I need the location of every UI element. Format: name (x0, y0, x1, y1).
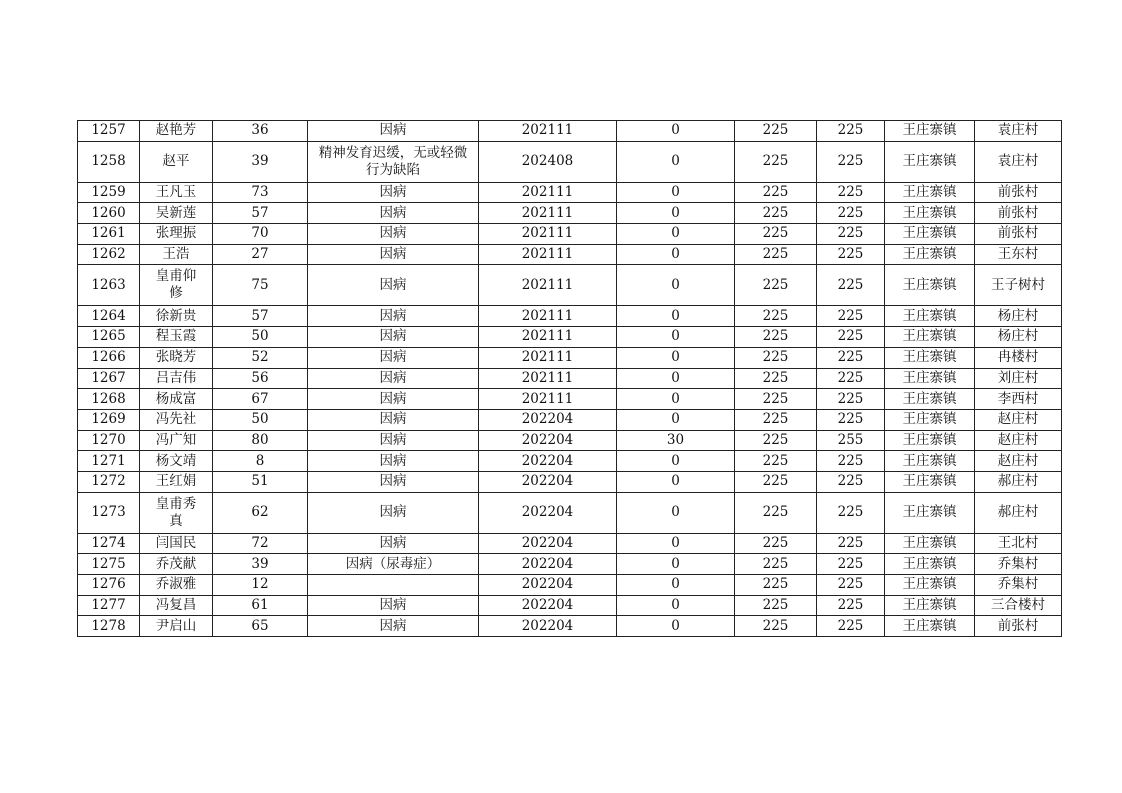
total-amount-cell: 225 (817, 121, 885, 142)
name-cell: 吕吉伟 (140, 368, 213, 389)
village-cell: 乔集村 (975, 575, 1062, 596)
base-amount-cell: 225 (735, 575, 817, 596)
town-cell: 王庄寨镇 (885, 306, 975, 327)
start-month-cell: 202204 (479, 430, 617, 451)
base-amount-cell: 225 (735, 265, 817, 306)
name-cell: 张晓芳 (140, 347, 213, 368)
extra-amount-cell: 0 (617, 595, 735, 616)
village-cell: 前张村 (975, 182, 1062, 203)
serial-no-cell: 1270 (78, 430, 140, 451)
table-row (78, 121, 1062, 142)
village-cell: 赵庄村 (975, 430, 1062, 451)
total-amount-cell: 225 (817, 244, 885, 265)
base-amount-cell: 225 (735, 203, 817, 224)
reason-cell: 因病 (308, 533, 479, 554)
serial-no-cell: 1274 (78, 533, 140, 554)
table-row (78, 327, 1062, 348)
village-cell: 李西村 (975, 389, 1062, 410)
base-amount-cell: 225 (735, 306, 817, 327)
serial-no-cell: 1262 (78, 244, 140, 265)
table-row (78, 224, 1062, 245)
total-amount-cell: 225 (817, 306, 885, 327)
extra-amount-cell: 0 (617, 451, 735, 472)
village-cell: 前张村 (975, 616, 1062, 637)
village-cell: 郝庄村 (975, 492, 1062, 533)
village-cell: 杨庄村 (975, 327, 1062, 348)
reason-cell: 因病（尿毒症） (308, 554, 479, 575)
total-amount-cell: 225 (817, 492, 885, 533)
serial-no-cell: 1261 (78, 224, 140, 245)
name-cell: 杨成富 (140, 389, 213, 410)
name-cell: 徐新贵 (140, 306, 213, 327)
base-amount-cell: 225 (735, 471, 817, 492)
town-cell: 王庄寨镇 (885, 533, 975, 554)
base-amount-cell: 225 (735, 595, 817, 616)
serial-no-cell: 1257 (78, 121, 140, 142)
start-month-cell: 202111 (479, 306, 617, 327)
base-amount-cell: 225 (735, 347, 817, 368)
base-amount-cell: 225 (735, 616, 817, 637)
extra-amount-cell: 0 (617, 616, 735, 637)
age-cell: 70 (213, 224, 308, 245)
reason-cell: 因病 (308, 121, 479, 142)
age-cell: 75 (213, 265, 308, 306)
table-row (78, 616, 1062, 637)
base-amount-cell: 225 (735, 389, 817, 410)
total-amount-cell: 225 (817, 451, 885, 472)
table-row (78, 265, 1062, 306)
total-amount-cell: 225 (817, 389, 885, 410)
village-cell: 袁庄村 (975, 121, 1062, 142)
reason-cell: 因病 (308, 347, 479, 368)
base-amount-cell: 225 (735, 141, 817, 182)
start-month-cell: 202204 (479, 575, 617, 596)
town-cell: 王庄寨镇 (885, 121, 975, 142)
total-amount-cell: 255 (817, 430, 885, 451)
village-cell: 赵庄村 (975, 409, 1062, 430)
extra-amount-cell: 0 (617, 224, 735, 245)
name-cell: 冯复昌 (140, 595, 213, 616)
serial-no-cell: 1278 (78, 616, 140, 637)
serial-no-cell: 1267 (78, 368, 140, 389)
extra-amount-cell: 0 (617, 409, 735, 430)
name-cell: 冯先社 (140, 409, 213, 430)
start-month-cell: 202111 (479, 203, 617, 224)
extra-amount-cell: 0 (617, 327, 735, 348)
village-cell: 王北村 (975, 533, 1062, 554)
table-row (78, 141, 1062, 182)
serial-no-cell: 1268 (78, 389, 140, 410)
town-cell: 王庄寨镇 (885, 203, 975, 224)
age-cell: 39 (213, 554, 308, 575)
total-amount-cell: 225 (817, 224, 885, 245)
extra-amount-cell: 0 (617, 368, 735, 389)
start-month-cell: 202111 (479, 265, 617, 306)
table-row (78, 575, 1062, 596)
town-cell: 王庄寨镇 (885, 554, 975, 575)
village-cell: 王东村 (975, 244, 1062, 265)
age-cell: 57 (213, 203, 308, 224)
name-cell: 皇甫仰修 (140, 265, 213, 306)
age-cell: 62 (213, 492, 308, 533)
start-month-cell: 202111 (479, 389, 617, 410)
start-month-cell: 202204 (479, 616, 617, 637)
reason-cell: 因病 (308, 389, 479, 410)
serial-no-cell: 1263 (78, 265, 140, 306)
serial-no-cell: 1271 (78, 451, 140, 472)
village-cell: 王子树村 (975, 265, 1062, 306)
extra-amount-cell: 0 (617, 121, 735, 142)
name-cell: 乔茂献 (140, 554, 213, 575)
total-amount-cell: 225 (817, 409, 885, 430)
name-cell: 吴新莲 (140, 203, 213, 224)
start-month-cell: 202111 (479, 224, 617, 245)
base-amount-cell: 225 (735, 533, 817, 554)
table-row (78, 430, 1062, 451)
base-amount-cell: 225 (735, 121, 817, 142)
extra-amount-cell: 0 (617, 182, 735, 203)
serial-no-cell: 1277 (78, 595, 140, 616)
town-cell: 王庄寨镇 (885, 368, 975, 389)
total-amount-cell: 225 (817, 327, 885, 348)
age-cell: 36 (213, 121, 308, 142)
village-cell: 乔集村 (975, 554, 1062, 575)
age-cell: 8 (213, 451, 308, 472)
age-cell: 80 (213, 430, 308, 451)
extra-amount-cell: 0 (617, 389, 735, 410)
table-row (78, 368, 1062, 389)
village-cell: 郝庄村 (975, 471, 1062, 492)
table-row (78, 244, 1062, 265)
serial-no-cell: 1258 (78, 141, 140, 182)
table-row (78, 492, 1062, 533)
reason-cell: 因病 (308, 327, 479, 348)
name-cell: 赵平 (140, 141, 213, 182)
village-cell: 刘庄村 (975, 368, 1062, 389)
name-cell: 皇甫秀真 (140, 492, 213, 533)
table-row (78, 554, 1062, 575)
total-amount-cell: 225 (817, 595, 885, 616)
town-cell: 王庄寨镇 (885, 616, 975, 637)
extra-amount-cell: 0 (617, 471, 735, 492)
serial-no-cell: 1266 (78, 347, 140, 368)
base-amount-cell: 225 (735, 451, 817, 472)
name-cell: 乔淑雅 (140, 575, 213, 596)
town-cell: 王庄寨镇 (885, 430, 975, 451)
table-row (78, 533, 1062, 554)
name-cell: 杨文靖 (140, 451, 213, 472)
age-cell: 65 (213, 616, 308, 637)
village-cell: 赵庄村 (975, 451, 1062, 472)
serial-no-cell: 1275 (78, 554, 140, 575)
town-cell: 王庄寨镇 (885, 595, 975, 616)
age-cell: 51 (213, 471, 308, 492)
reason-cell: 因病 (308, 203, 479, 224)
village-cell: 前张村 (975, 224, 1062, 245)
total-amount-cell: 225 (817, 182, 885, 203)
town-cell: 王庄寨镇 (885, 471, 975, 492)
age-cell: 57 (213, 306, 308, 327)
name-cell: 冯广知 (140, 430, 213, 451)
table-row (78, 203, 1062, 224)
table-row (78, 471, 1062, 492)
town-cell: 王庄寨镇 (885, 141, 975, 182)
start-month-cell: 202204 (479, 471, 617, 492)
table-row (78, 451, 1062, 472)
start-month-cell: 202111 (479, 347, 617, 368)
start-month-cell: 202111 (479, 327, 617, 348)
name-cell: 王红娟 (140, 471, 213, 492)
town-cell: 王庄寨镇 (885, 389, 975, 410)
serial-no-cell: 1260 (78, 203, 140, 224)
name-cell: 王浩 (140, 244, 213, 265)
reason-cell: 因病 (308, 451, 479, 472)
total-amount-cell: 225 (817, 265, 885, 306)
reason-cell: 因病 (308, 595, 479, 616)
age-cell: 72 (213, 533, 308, 554)
age-cell: 52 (213, 347, 308, 368)
name-cell: 王凡玉 (140, 182, 213, 203)
reason-cell: 因病 (308, 244, 479, 265)
name-cell: 张理振 (140, 224, 213, 245)
reason-cell: 因病 (308, 430, 479, 451)
village-cell: 前张村 (975, 203, 1062, 224)
table-row (78, 389, 1062, 410)
serial-no-cell: 1264 (78, 306, 140, 327)
town-cell: 王庄寨镇 (885, 451, 975, 472)
extra-amount-cell: 0 (617, 554, 735, 575)
extra-amount-cell: 0 (617, 203, 735, 224)
age-cell: 67 (213, 389, 308, 410)
serial-no-cell: 1269 (78, 409, 140, 430)
serial-no-cell: 1259 (78, 182, 140, 203)
start-month-cell: 202111 (479, 244, 617, 265)
total-amount-cell: 225 (817, 616, 885, 637)
town-cell: 王庄寨镇 (885, 492, 975, 533)
start-month-cell: 202204 (479, 409, 617, 430)
reason-cell: 精神发育迟缓，无或轻微行为缺陷 (308, 141, 479, 182)
village-cell: 袁庄村 (975, 141, 1062, 182)
serial-no-cell: 1265 (78, 327, 140, 348)
reason-cell: 因病 (308, 265, 479, 306)
extra-amount-cell: 0 (617, 347, 735, 368)
table-row (78, 595, 1062, 616)
base-amount-cell: 225 (735, 327, 817, 348)
town-cell: 王庄寨镇 (885, 244, 975, 265)
total-amount-cell: 225 (817, 203, 885, 224)
name-cell: 赵艳芳 (140, 121, 213, 142)
table-row (78, 409, 1062, 430)
extra-amount-cell: 0 (617, 306, 735, 327)
age-cell: 61 (213, 595, 308, 616)
serial-no-cell: 1272 (78, 471, 140, 492)
base-amount-cell: 225 (735, 554, 817, 575)
reason-cell: 因病 (308, 492, 479, 533)
reason-cell: 因病 (308, 306, 479, 327)
extra-amount-cell: 0 (617, 265, 735, 306)
table-row (78, 182, 1062, 203)
age-cell: 39 (213, 141, 308, 182)
age-cell: 50 (213, 409, 308, 430)
reason-cell: 因病 (308, 409, 479, 430)
town-cell: 王庄寨镇 (885, 409, 975, 430)
start-month-cell: 202408 (479, 141, 617, 182)
total-amount-cell: 225 (817, 533, 885, 554)
base-amount-cell: 225 (735, 430, 817, 451)
assistance-roster-table (77, 120, 1062, 637)
extra-amount-cell: 0 (617, 533, 735, 554)
name-cell: 尹启山 (140, 616, 213, 637)
start-month-cell: 202111 (479, 368, 617, 389)
base-amount-cell: 225 (735, 409, 817, 430)
total-amount-cell: 225 (817, 471, 885, 492)
extra-amount-cell: 30 (617, 430, 735, 451)
base-amount-cell: 225 (735, 224, 817, 245)
reason-cell: 因病 (308, 616, 479, 637)
town-cell: 王庄寨镇 (885, 265, 975, 306)
start-month-cell: 202111 (479, 121, 617, 142)
extra-amount-cell: 0 (617, 244, 735, 265)
town-cell: 王庄寨镇 (885, 327, 975, 348)
village-cell: 三合楼村 (975, 595, 1062, 616)
total-amount-cell: 225 (817, 347, 885, 368)
start-month-cell: 202204 (479, 492, 617, 533)
base-amount-cell: 225 (735, 492, 817, 533)
age-cell: 50 (213, 327, 308, 348)
reason-cell (308, 575, 479, 596)
total-amount-cell: 225 (817, 368, 885, 389)
village-cell: 杨庄村 (975, 306, 1062, 327)
reason-cell: 因病 (308, 224, 479, 245)
extra-amount-cell: 0 (617, 141, 735, 182)
extra-amount-cell: 0 (617, 492, 735, 533)
start-month-cell: 202111 (479, 182, 617, 203)
total-amount-cell: 225 (817, 575, 885, 596)
reason-cell: 因病 (308, 471, 479, 492)
town-cell: 王庄寨镇 (885, 575, 975, 596)
serial-no-cell: 1273 (78, 492, 140, 533)
name-cell: 闫国民 (140, 533, 213, 554)
total-amount-cell: 225 (817, 141, 885, 182)
base-amount-cell: 225 (735, 368, 817, 389)
town-cell: 王庄寨镇 (885, 224, 975, 245)
table-row (78, 347, 1062, 368)
start-month-cell: 202204 (479, 554, 617, 575)
extra-amount-cell: 0 (617, 575, 735, 596)
table-row (78, 306, 1062, 327)
total-amount-cell: 225 (817, 554, 885, 575)
age-cell: 73 (213, 182, 308, 203)
age-cell: 12 (213, 575, 308, 596)
reason-cell: 因病 (308, 368, 479, 389)
serial-no-cell: 1276 (78, 575, 140, 596)
age-cell: 56 (213, 368, 308, 389)
town-cell: 王庄寨镇 (885, 182, 975, 203)
base-amount-cell: 225 (735, 244, 817, 265)
start-month-cell: 202204 (479, 451, 617, 472)
start-month-cell: 202204 (479, 533, 617, 554)
town-cell: 王庄寨镇 (885, 347, 975, 368)
name-cell: 程玉霞 (140, 327, 213, 348)
age-cell: 27 (213, 244, 308, 265)
village-cell: 冉楼村 (975, 347, 1062, 368)
reason-cell: 因病 (308, 182, 479, 203)
start-month-cell: 202204 (479, 595, 617, 616)
roster-body (78, 121, 1062, 637)
base-amount-cell: 225 (735, 182, 817, 203)
